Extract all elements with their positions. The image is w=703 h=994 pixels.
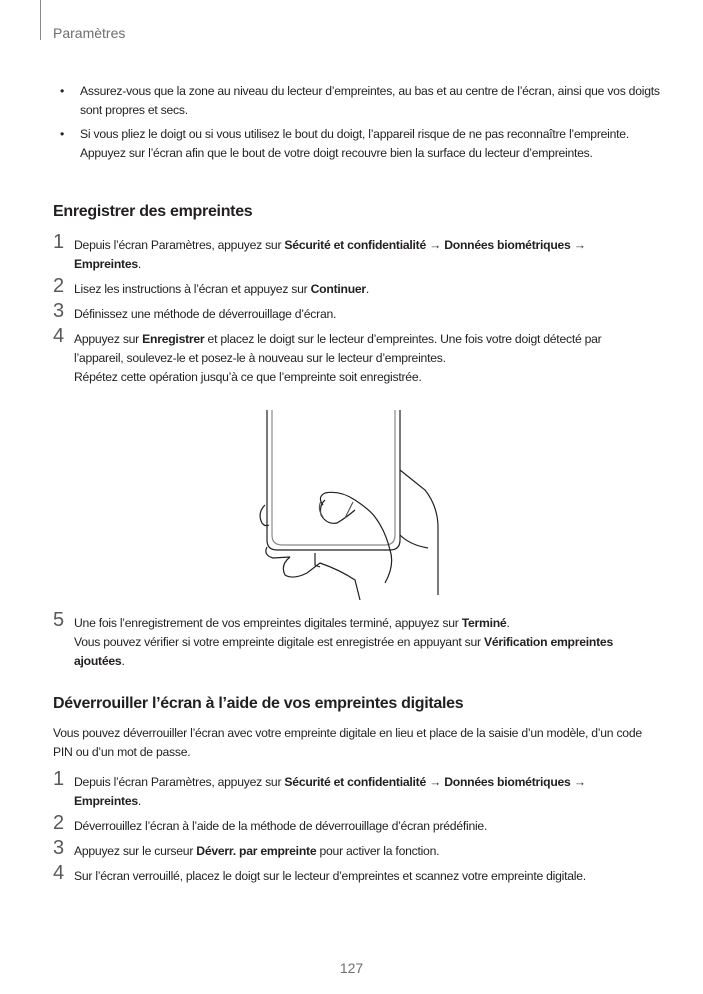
step-item: 4 Appuyez sur Enregistrer et placez le doigt sur le lecteur d’empreintes. Une fois votre doigt détecté par l’appareil, soulevez-le et posez-le à nouveau sur le lecteur d’empreintes. Répétez cette opération jusqu’à ce que l’empreinte soit enregistrée. [53,325,602,384]
step-item: 2 Lisez les instructions à l’écran et appuyez sur Continuer. [53,275,370,297]
step-note: Répétez cette opération jusqu’à ce que l’empreinte soit enregistrée. [74,370,422,384]
step-item: 2 Déverrouillez l’écran à l’aide de la méthode de déverrouillage d’écran prédéfinie. [53,812,488,834]
page-number: 127 [339,960,364,976]
section-title-register: Enregistrer des empreintes [53,203,253,220]
step-number: 2 [53,812,64,834]
bullet-icon: • [60,84,65,98]
step-item: 3 Appuyez sur le curseur Déverr. par empreinte pour activer la fonction. [53,837,440,859]
notes-list [60,82,660,168]
unlock-steps [53,768,653,892]
step-item: 4 Sur l’écran verrouillé, placez le doigt sur le lecteur d’empreintes et scannez votre empreinte digitale. [53,862,586,884]
bullet-icon: • [60,127,65,141]
step-number: 3 [53,837,64,859]
step-number: 3 [53,300,64,322]
step-number: 2 [53,275,64,297]
note-item: • Si vous pliez le doigt ou si vous utilisez le bout du doigt, l’appareil risque de ne pas reconnaître l’empreinte. Appuyez sur l’écran afin que le bout de votre doigt recouvre bien la surface du lecteur d’empreintes. [60,127,629,160]
step-item: 1 Depuis l’écran Paramètres, appuyez sur Sécurité et confidentialité → Données biométriques → Empreintes. [53,768,586,808]
step-number: 1 [53,768,64,790]
step-item: 5 Une fois l’enregistrement de vos empreintes digitales terminé, appuyez sur Terminé. Vous pouvez vérifier si votre empreinte digitale est enregistrée en appuyant sur Vérification empreintes ajoutées. [53,609,613,668]
page-margin-line [40,0,41,40]
fingerprint-illustration [245,405,460,600]
step-item: 3 Définissez une méthode de déverrouillage d’écran. [53,300,337,322]
step-item: 1 Depuis l’écran Paramètres, appuyez sur Sécurité et confidentialité → Données biométriques → Empreintes. [53,231,586,271]
section-header: Paramètres [53,25,126,41]
note-item: • Assurez-vous que la zone au niveau du lecteur d’empreintes, au bas et au centre de l’écran, ainsi que vos doigts sont propres et secs. [60,84,660,117]
hand-icon [260,470,438,600]
register-steps [53,231,653,393]
register-steps-continued [53,609,653,677]
step-number: 5 [53,609,64,631]
step-number: 1 [53,231,64,253]
step-number: 4 [53,325,64,347]
step-number: 4 [53,862,64,884]
phone-outline [267,410,400,550]
section-title-unlock: Déverrouiller l’écran à l’aide de vos empreintes digitales [53,695,464,712]
unlock-intro: Vous pouvez déverrouiller l’écran avec votre empreinte digitale en lieu et place de la saisie d’un modèle, d’un code PIN ou d’un mot de passe. [53,726,642,759]
